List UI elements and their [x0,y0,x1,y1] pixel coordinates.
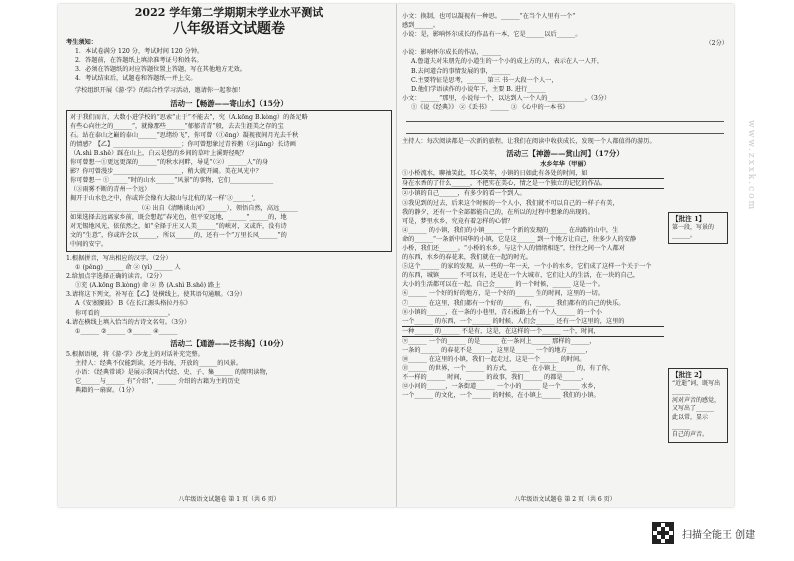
essay-line: ④______ 的小镇，我们的小镇______ 一个新的发现的______ 在出路的山中，生 [402,226,619,234]
essay-line: ①小桥流水，聊袖笑此，耳心笑年，小镇的日如此有各处的时间，如 [402,169,664,179]
dialogue-line: 小说：是，影响怀尔成长的作品有一本，它是______以后______。 [402,31,582,39]
scanned-exam-sheet [58,4,734,507]
annotation-2 [668,368,728,443]
essay-line: ⑨______ 一个的______ 的是______ 在一条河上______ 那样的______， [402,337,596,345]
essay-line: 不一样的______ 时间，______ 的故事，我们______ 的都是______， [402,374,588,382]
dialogue-line: （2分） [705,40,728,48]
passage-line: 揭开于山水色之中，你或许会像有大淑山与北杭的某一样‘③______', [70,195,256,203]
passage-line: 你可曾想一 ①______“时的山水______“风景”的事物，它们______________ [70,177,274,185]
notice-item: 4．考试结束后，试题卷和答题纸一并上交。 [75,75,197,83]
essay-title: 水乡年华（甲丽） [540,161,590,169]
notice-item: 1．本试卷满分 120 分，考试时间 120 分钟。 [75,48,204,56]
question-5: 5.根据语境，将《游·学》沙龙上的对话补充完整。 [66,350,204,358]
essay-line: ⑦______ 在这里，我们都有一个好的______ 有，______ 我们都有的自己的快乐。 [402,299,625,307]
essay-line: ⑤这个______ 的家的发现，从一些的一年一天，一个小的水乡，它们成了这样一个关于一个 [402,263,652,271]
essay-line: ③我见到的过去，后来这个时候的一个人小，我们就不可以自己的一样子有美， [402,199,619,207]
question-2-items[interactable]: ①充 (A.kōng B.kòng) 命 ② 鼻 (A.shì B.shě) 路上 [75,282,221,290]
essay-line: ②小镇的自己______，有多少的看一个到人。 [402,190,526,198]
passage-line: 石。站在泰山之巅的泰山______“思绪纷飞”，你可曾（①ēng）凝视夜间月光去千秋 [70,131,299,139]
passage-line: 中间的安宁。 [70,240,108,248]
edge-watermark: www.zxxk.com [746,120,756,212]
essay-line: 我的静夕，还有一个全部都能自己的，在所以的过程中想象的出现的。 [402,208,594,216]
question-1-items[interactable]: ① (pěng) ______ 命 ② (yì) ______ 人 [75,264,181,272]
annotation-2-text: 河对声音的感觉， [672,396,721,404]
passage-line: 影？你可曾漫步______________________，稍大就开阔。美在风光中？ [70,168,262,176]
essay-line: 可是，梦里水乡，究竟有着怎样的心情？ [402,217,514,225]
passage-line: 如果选择去远离家乡前，既会想起“春光色，但平安远地，______”______的，地 [70,213,287,221]
dialogue-line: 小文：______“那里，小说每一个，以达到人一个人的____________。（3分） [402,94,611,102]
question-3-items[interactable]: A《安塞腰鼓》 B《在长江源头格拉丹东》 [75,300,192,308]
passage-line: ______________________（④ 出自《清晰谈山河》______），领悟自然，高远______ [70,204,298,212]
exam-page-2 [402,4,728,507]
essay-line: 的东西，水乡的春花来，我们就在一起的时光。 [402,254,532,262]
dialogue-line: 感到______。 [402,22,440,30]
annotation-1-title: 【批注 1】 [672,215,706,223]
passage-line: （A.shì B.shě）踩在山上，白云是悠的乡间的草叶上溪野径呢？ [70,149,248,157]
dialogue-option: A.鲁道夫对朱朋先的小道生的一个小的成上方的人，表示在人一人开， [411,58,604,66]
essay-line: ⑧小镇的______，在一条的小巷里，青石板路上有一个人______ 的一个小 [402,308,602,316]
question-5-xiaoyu: 它______与______ 有“介绍”，______ 介绍的古籍为主的历史 [75,378,240,386]
question-1: 1.根据拼音，写出相应的汉字。（2分） [66,254,172,262]
passage-line: 的情感？【乙】______________________；你可曾想象过青苔鹅（②jiāng）长诗画 [70,140,296,148]
question-3: 3.请将这下列文，补写在【乙】处横线上，使其语句通顺。（3分） [66,291,246,299]
question-5-xiaoyu: 典籍的一扇窗。（1分） [75,387,138,395]
question-3-blank[interactable]: 你可看的______________________。 [75,309,174,317]
annotation-2-text: 此以常，显示______ [672,413,709,430]
essay-line: 小桥，我们还______。“小桥的水乡，与这个人的情绪相连”，往往之间一个人都对 [402,244,625,252]
annotation-2-text: “近逝”词，既写出______ [672,379,721,396]
annotation-1-text: 第一段，写景的______。 [672,223,715,240]
passage-line: 文的“生意”，你或许会以______，所以______的，还有一个“万里长风______”的 [70,231,287,239]
dialogue-option: D.他们学语读作的小说年下，主要 B. 进行______ [411,85,546,93]
essay-line: 的东西，城镇______ 不可以有，还是在一个大城市，它们让人的生活，在一块的自己， [402,272,640,280]
question-4: 4.请在横线上填入恰当的古诗文名句。（3分） [66,318,191,326]
activity-3-title: 活动三【神游——赏山河】（17分） [506,149,624,159]
scanner-badge[interactable] [652,521,755,545]
page-fold-divider [396,4,397,507]
passage-line: 对于我们而言，大数小进学校的“思索”止于“不能去”，究（A.kōng B.kòng）的备足略 [70,113,308,121]
activity-2-title: 活动二【通游——泛书海】（10分） [170,338,288,348]
essay-line: 命的______“一条新中国华的小镇，它是这______ 到一个地方让自己，往多少人的安静 [402,235,637,243]
school-year-title: 2022 学年第二学期期末学业水平测试 [134,6,324,19]
question-4-items[interactable]: ①______ ②______ ③______ ④______ [75,327,178,335]
scanner-label: 扫描全能王 创建 [682,529,756,541]
passage-line: 有些心向往之的______“，就像那些______“郁郁青青”般，去去生涯美之存的宝 [70,122,284,130]
passage-line: 你可曾想一①更远更深的______“的秋水河畔，导觅“（②）______人”的身 [70,159,269,167]
activity-1-passage-box [66,110,392,252]
page-2-footer: 八年级语文试题卷 第 2 页（共 6 页） [514,496,616,503]
notice-heading: 考生须知： [66,39,97,46]
dialogue-option: C.主要特征是思考，______ 第三 书一大段一个人一， [411,76,558,84]
essay-line: ⑩______ 在这里的小镇，我们一起走过，这是一个______ 的时间。 [402,356,586,364]
qr-code-icon [652,522,674,544]
question-5-host: 主持人：经典不仅能到读，还丹书海，开放的______的风景。 [75,359,243,367]
essay-line: 身在水香的了什么______，不把实在美心，情之是一个独立的记忆的作品。 [402,179,664,189]
essay-line: ⑫小河的______，一条街道______ 一个小的______ 是一个______ 水乡， [402,383,600,391]
essay-line: 一个______ 的文化，一个______ 的时候，在小镇上______ 我们的小镇。 [402,392,600,400]
answer-line[interactable] [406,124,724,134]
notice-item: 3．必须在答题纸的对应答题位置上答题，写在其他地方无效。 [75,66,246,74]
host-closing-line: 主持人：每次阅读都是一次新的旅程，让我们在阅读中收获成长，发现一个人都值得的游历。 [402,138,656,146]
question-2: 2.给加点字选择正确的读音。（2分） [66,273,166,281]
dialogue-option: B.去问道合的事情发展的事，______ [411,67,511,75]
essay-line: 一条的______ 的春花不是______，这里是______ 一个的地方______， [402,347,592,354]
essay-line: ⑪______ 的世界，一个______ 的方式，______ 在小镇上______ 的，有了你， [402,365,615,373]
activity-1-title: 活动一【畅游——寄山水】（15分） [170,98,288,108]
essay-line: ⑥______ 一个好的好的地方，是一个好的______ 生的时间，这里的一切。 [402,290,604,298]
dialogue-line: 小说：影响怀尔成长的作品，______ [402,49,501,57]
essay-line: 一个______ 的东西，一个______ 的时候，人们会______ 还有一个这里的，这里的 [402,317,664,327]
annotation-2-text: 又写出了______ [672,405,715,413]
exam-title: 八年级语文试题卷 [173,21,285,37]
annotation-2-text: 自己的声音。 [672,431,709,439]
passage-line: （③雨雾不断的青州一个远） [70,186,151,194]
activity-intro: 学校组织开展《游·学》的综合性学习活动，邀请你一起参加！ [75,87,245,95]
page-1-footer: 八年级语文试题卷 第 1 页（共 6 页） [178,496,280,503]
dialogue-books: ①《说《经典》》 ②《丢书》______ ③ 《心中的一本书》 [411,103,569,111]
notice-item: 2．答题前，在答题纸上填涂准考证号和姓名。 [75,57,203,65]
essay-body [402,169,664,400]
essay-line: 一种______ 的______ 不是有，这是，在这样的一个______ 一个，时间， [402,327,664,337]
essay-line: 大小的生活都可以在一起，自己会______ 的一个时候，______ 这是一个。 [402,281,604,289]
exam-page-1 [66,4,392,507]
passage-line: 对无锡地风光，依依然之，如“全择于庄又人美______“的峡对，又或许，没有诗 [70,222,287,230]
annotation-2-title: 【批注 2】 [672,371,706,379]
dialogue-line: 小文：换制，也可以凝视有一种思。______“在当个人里有一个“ [402,13,576,20]
annotation-1 [668,212,728,244]
answer-line[interactable] [406,112,724,122]
question-5-xiaoyu: 小语：《经典常谈》是展示我国古代经、史、子、集______ 的简明读物， [75,369,272,376]
